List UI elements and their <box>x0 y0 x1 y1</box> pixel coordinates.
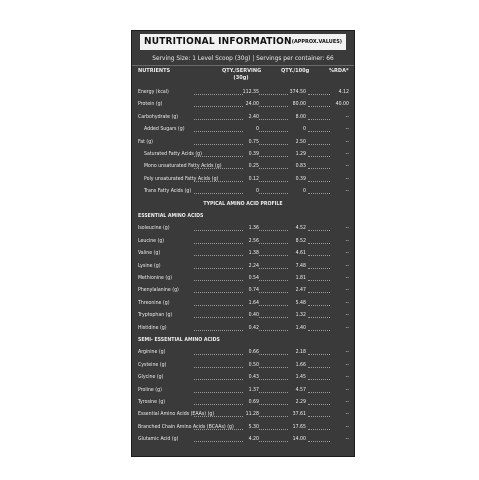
leader-dots <box>194 367 243 368</box>
leader-dots <box>259 354 288 355</box>
leader-dots <box>194 131 243 132</box>
qty-100g-value: 374.50 <box>289 89 306 95</box>
rda-value: 40.00 <box>335 101 349 108</box>
nutrient-name: Isoleucine (g) <box>138 225 170 232</box>
qty-serving-value: 0.12 <box>248 175 259 182</box>
qty-100g-value: 1.81 <box>295 275 306 281</box>
leader-dots <box>259 392 288 393</box>
nutrient-row <box>132 360 354 371</box>
header-qty-100g: QTY./100g <box>281 68 310 74</box>
leader-dots <box>259 330 288 331</box>
leader-dots <box>308 379 330 380</box>
leader-dots <box>308 429 330 430</box>
qty-serving-value: 0.69 <box>248 399 259 405</box>
rda-value: -- <box>345 237 349 244</box>
nutrient-name: Essential Amino Acids (EAAs) (g) <box>138 411 215 418</box>
nutrient-name: Protein (g) <box>138 101 163 108</box>
leader-dots <box>194 268 243 269</box>
qty-100g-value: 1.29 <box>295 151 306 157</box>
nutrient-row <box>132 422 354 433</box>
leader-dots <box>194 156 243 157</box>
leader-dots <box>259 255 288 256</box>
nutrient-name: Tryptophan (g) <box>138 312 173 319</box>
qty-100g-value: 8.52 <box>295 237 306 244</box>
leader-dots <box>308 94 330 95</box>
leader-dots <box>259 268 288 269</box>
qty-100g-value: 0 <box>303 126 306 133</box>
qty-serving-value: 1.38 <box>248 250 259 257</box>
leader-dots <box>194 144 243 145</box>
rda-value: -- <box>345 138 349 145</box>
leader-dots <box>194 292 243 293</box>
nutrient-name: Branched Chain Amino Acids (BCAAs) (g) <box>138 423 234 430</box>
qty-serving-value: 2.40 <box>248 113 259 120</box>
qty-100g-value: 0 <box>303 188 306 195</box>
qty-serving-value: 0.39 <box>248 151 259 157</box>
qty-100g-value: 4.57 <box>295 386 306 393</box>
nutrient-name: Energy (kcal) <box>138 89 169 95</box>
rda-value: -- <box>345 113 349 120</box>
rda-value: -- <box>345 250 349 257</box>
header-qty-serving-label: QTY./SERVING <box>222 68 262 74</box>
leader-dots <box>194 441 243 442</box>
leader-dots <box>259 193 288 194</box>
leader-dots <box>308 119 330 120</box>
leader-dots <box>259 379 288 380</box>
leader-dots <box>194 255 243 256</box>
leader-dots <box>259 168 288 169</box>
leader-dots <box>194 379 243 380</box>
nutrient-row <box>132 372 354 383</box>
nutrient-row <box>132 186 354 197</box>
rda-value: -- <box>345 399 349 405</box>
leader-dots <box>259 144 288 145</box>
nutrient-row <box>132 174 354 185</box>
leader-dots <box>259 230 288 231</box>
leader-dots <box>194 392 243 393</box>
nutrient-row <box>132 87 354 98</box>
leader-dots <box>308 243 330 244</box>
leader-dots <box>308 168 330 169</box>
rda-value: -- <box>345 411 349 418</box>
nutrient-name: Histidine (g) <box>138 324 167 331</box>
leader-dots <box>308 156 330 157</box>
nutrient-row <box>132 149 354 160</box>
header-rda: %RDA* <box>329 68 349 74</box>
nutrient-row <box>132 385 354 396</box>
leader-dots <box>194 168 243 169</box>
leader-dots <box>259 280 288 281</box>
rda-value: -- <box>345 349 349 356</box>
nutrient-name: Valine (g) <box>138 250 161 257</box>
leader-dots <box>259 317 288 318</box>
qty-serving-value: 2.56 <box>248 237 259 244</box>
rda-value: -- <box>345 324 349 331</box>
qty-100g-value: 5.48 <box>295 299 306 306</box>
leader-dots <box>259 305 288 306</box>
section-amino-profile: TYPICAL AMINO ACID PROFILE <box>203 200 283 207</box>
nutrient-row <box>132 347 354 358</box>
nutrient-name: Carbohydrate (g) <box>138 113 179 120</box>
title-sub: (APPROX.VALUES) <box>291 39 343 45</box>
qty-100g-value: 1.32 <box>295 312 306 319</box>
qty-serving-value: 4.20 <box>248 436 259 443</box>
rda-value: -- <box>345 299 349 306</box>
leader-dots <box>308 305 330 306</box>
nutrient-row <box>132 273 354 284</box>
qty-serving-value: 5.30 <box>248 423 259 430</box>
qty-100g-value: 8.00 <box>295 113 306 120</box>
rda-value: -- <box>345 312 349 319</box>
leader-dots <box>259 404 288 405</box>
leader-dots <box>308 292 330 293</box>
leader-dots <box>194 181 243 182</box>
serving-info: Serving Size: 1 Level Scoop (30g) | Servings per container: 66 <box>132 51 354 66</box>
leader-dots <box>194 416 243 417</box>
nutrient-row <box>132 397 354 408</box>
leader-dots <box>308 181 330 182</box>
qty-100g-value: 7.48 <box>295 262 306 269</box>
rda-value: -- <box>345 225 349 232</box>
qty-100g-value: 14.00 <box>292 436 306 443</box>
qty-serving-value: 0.43 <box>248 374 259 381</box>
leader-dots <box>308 354 330 355</box>
nutrient-name: Arginine (g) <box>138 349 166 356</box>
nutrient-name: Glutamic Acid (g) <box>138 436 179 443</box>
qty-serving-value: 0 <box>256 126 259 133</box>
nutrient-name: Leucine (g) <box>138 237 165 244</box>
qty-serving-value: 0.75 <box>248 138 259 145</box>
nutrient-name: Cysteine (g) <box>138 361 167 368</box>
qty-100g-value: 1.45 <box>295 374 306 381</box>
header-qty-serving-sub: (30g) <box>233 75 249 81</box>
nutrient-row <box>132 298 354 309</box>
nutrient-row <box>132 112 354 123</box>
nutrient-row <box>132 99 354 110</box>
rda-value: 4.12 <box>338 89 349 95</box>
rda-value: -- <box>345 188 349 195</box>
leader-dots <box>308 416 330 417</box>
leader-dots <box>308 404 330 405</box>
leader-dots <box>308 131 330 132</box>
qty-100g-value: 4.61 <box>295 250 306 257</box>
leader-dots <box>259 429 288 430</box>
leader-dots <box>308 255 330 256</box>
section-semi: SEMI- ESSENTIAL AMINO ACIDS <box>138 337 220 343</box>
qty-100g-value: 4.52 <box>295 225 306 232</box>
nutrient-name: Added Sugars (g) <box>144 126 185 133</box>
leader-dots <box>259 119 288 120</box>
nutrition-panel <box>131 30 355 457</box>
qty-serving-value: 1.36 <box>248 225 259 232</box>
leader-dots <box>259 243 288 244</box>
qty-100g-value: 0.83 <box>295 163 306 170</box>
rda-value: -- <box>345 126 349 133</box>
qty-serving-value: 0.50 <box>248 361 259 368</box>
qty-100g-value: 80.00 <box>292 101 306 108</box>
leader-dots <box>259 181 288 182</box>
leader-dots <box>194 243 243 244</box>
rda-value: -- <box>345 163 349 170</box>
header-qty-serving <box>222 68 260 82</box>
leader-dots <box>259 367 288 368</box>
leader-dots <box>259 94 288 95</box>
leader-dots <box>259 416 288 417</box>
header-nutrients: NUTRIENTS <box>138 68 171 74</box>
qty-100g-value: 2.47 <box>295 287 306 294</box>
nutrient-name: Glycine (g) <box>138 374 164 381</box>
leader-dots <box>259 156 288 157</box>
leader-dots <box>308 230 330 231</box>
leader-dots <box>194 354 243 355</box>
nutrient-name: Mono unsaturated Fatty Acids (g) <box>144 163 222 170</box>
leader-dots <box>259 131 288 132</box>
leader-dots <box>308 317 330 318</box>
qty-100g-value: 2.29 <box>295 399 306 405</box>
title-main: NUTRITIONAL INFORMATION <box>143 36 292 47</box>
nutrient-row <box>132 434 354 445</box>
rda-value: -- <box>345 275 349 281</box>
nutrient-name: Phenylalanine (g) <box>138 287 179 294</box>
qty-serving-value: 112.35 <box>242 89 259 95</box>
qty-100g-value: 1.66 <box>295 361 306 368</box>
rda-value: -- <box>345 361 349 368</box>
leader-dots <box>194 317 243 318</box>
nutrient-name: Poly unsaturated Fatty Acids (g) <box>144 175 219 182</box>
leader-dots <box>308 280 330 281</box>
rda-value: -- <box>345 262 349 269</box>
nutrient-row <box>132 285 354 296</box>
rda-value: -- <box>345 287 349 294</box>
leader-dots <box>308 106 330 107</box>
nutrient-row <box>132 223 354 234</box>
nutrient-name: Lysine (g) <box>138 262 161 269</box>
leader-dots <box>194 119 243 120</box>
qty-100g-value: 0.39 <box>295 175 306 182</box>
qty-serving-value: 0.74 <box>248 287 259 294</box>
leader-dots <box>308 392 330 393</box>
qty-serving-value: 0.54 <box>248 275 259 281</box>
nutrient-row <box>132 323 354 334</box>
qty-100g-value: 2.18 <box>295 349 306 356</box>
qty-serving-value: 0 <box>256 188 259 195</box>
qty-100g-value: 1.40 <box>295 324 306 331</box>
leader-dots <box>194 230 243 231</box>
leader-dots <box>259 441 288 442</box>
nutrient-row <box>132 261 354 272</box>
qty-100g-value: 37.61 <box>292 411 306 418</box>
nutrient-name: Saturated Fatty Acids (g) <box>144 151 202 157</box>
qty-serving-value: 11.28 <box>245 411 259 418</box>
panel-title <box>140 34 346 50</box>
qty-serving-value: 0.42 <box>248 324 259 331</box>
leader-dots <box>308 330 330 331</box>
leader-dots <box>194 404 243 405</box>
qty-serving-value: 24.00 <box>245 101 259 108</box>
leader-dots <box>194 94 243 95</box>
nutrient-name: Tyrosine (g) <box>138 399 166 405</box>
leader-dots <box>194 106 243 107</box>
rda-value: -- <box>345 386 349 393</box>
rda-value: -- <box>345 436 349 443</box>
qty-100g-value: 2.50 <box>295 138 306 145</box>
rda-value: -- <box>345 423 349 430</box>
leader-dots <box>308 441 330 442</box>
nutrient-name: Methionine (g) <box>138 275 173 281</box>
section-essential: ESSENTIAL AMINO ACIDS <box>138 213 204 219</box>
leader-dots <box>308 144 330 145</box>
qty-serving-value: 1.64 <box>248 299 259 306</box>
leader-dots <box>194 193 243 194</box>
qty-serving-value: 0.40 <box>248 312 259 319</box>
leader-dots <box>308 367 330 368</box>
leader-dots <box>308 193 330 194</box>
nutrient-name: Proline (g) <box>138 386 162 393</box>
rda-value: -- <box>345 374 349 381</box>
qty-serving-value: 0.25 <box>248 163 259 170</box>
leader-dots <box>308 268 330 269</box>
nutrient-name: Threonine (g) <box>138 299 170 306</box>
leader-dots <box>194 429 243 430</box>
nutrient-name: Fat (g) <box>138 138 153 145</box>
rda-value: -- <box>345 175 349 182</box>
nutrient-row <box>132 310 354 321</box>
qty-serving-value: 2.24 <box>248 262 259 269</box>
leader-dots <box>259 292 288 293</box>
leader-dots <box>194 330 243 331</box>
leader-dots <box>259 106 288 107</box>
qty-serving-value: 1.37 <box>248 386 259 393</box>
qty-100g-value: 17.65 <box>292 423 306 430</box>
nutrient-row <box>132 409 354 420</box>
nutrient-row <box>132 137 354 148</box>
nutrient-name: Trans Fatty Acids (g) <box>144 188 192 195</box>
nutrient-row <box>132 124 354 135</box>
nutrient-row <box>132 248 354 259</box>
leader-dots <box>194 305 243 306</box>
leader-dots <box>194 280 243 281</box>
rda-value: -- <box>345 151 349 157</box>
nutrient-row <box>132 161 354 172</box>
nutrient-row <box>132 236 354 247</box>
qty-serving-value: 0.66 <box>248 349 259 356</box>
